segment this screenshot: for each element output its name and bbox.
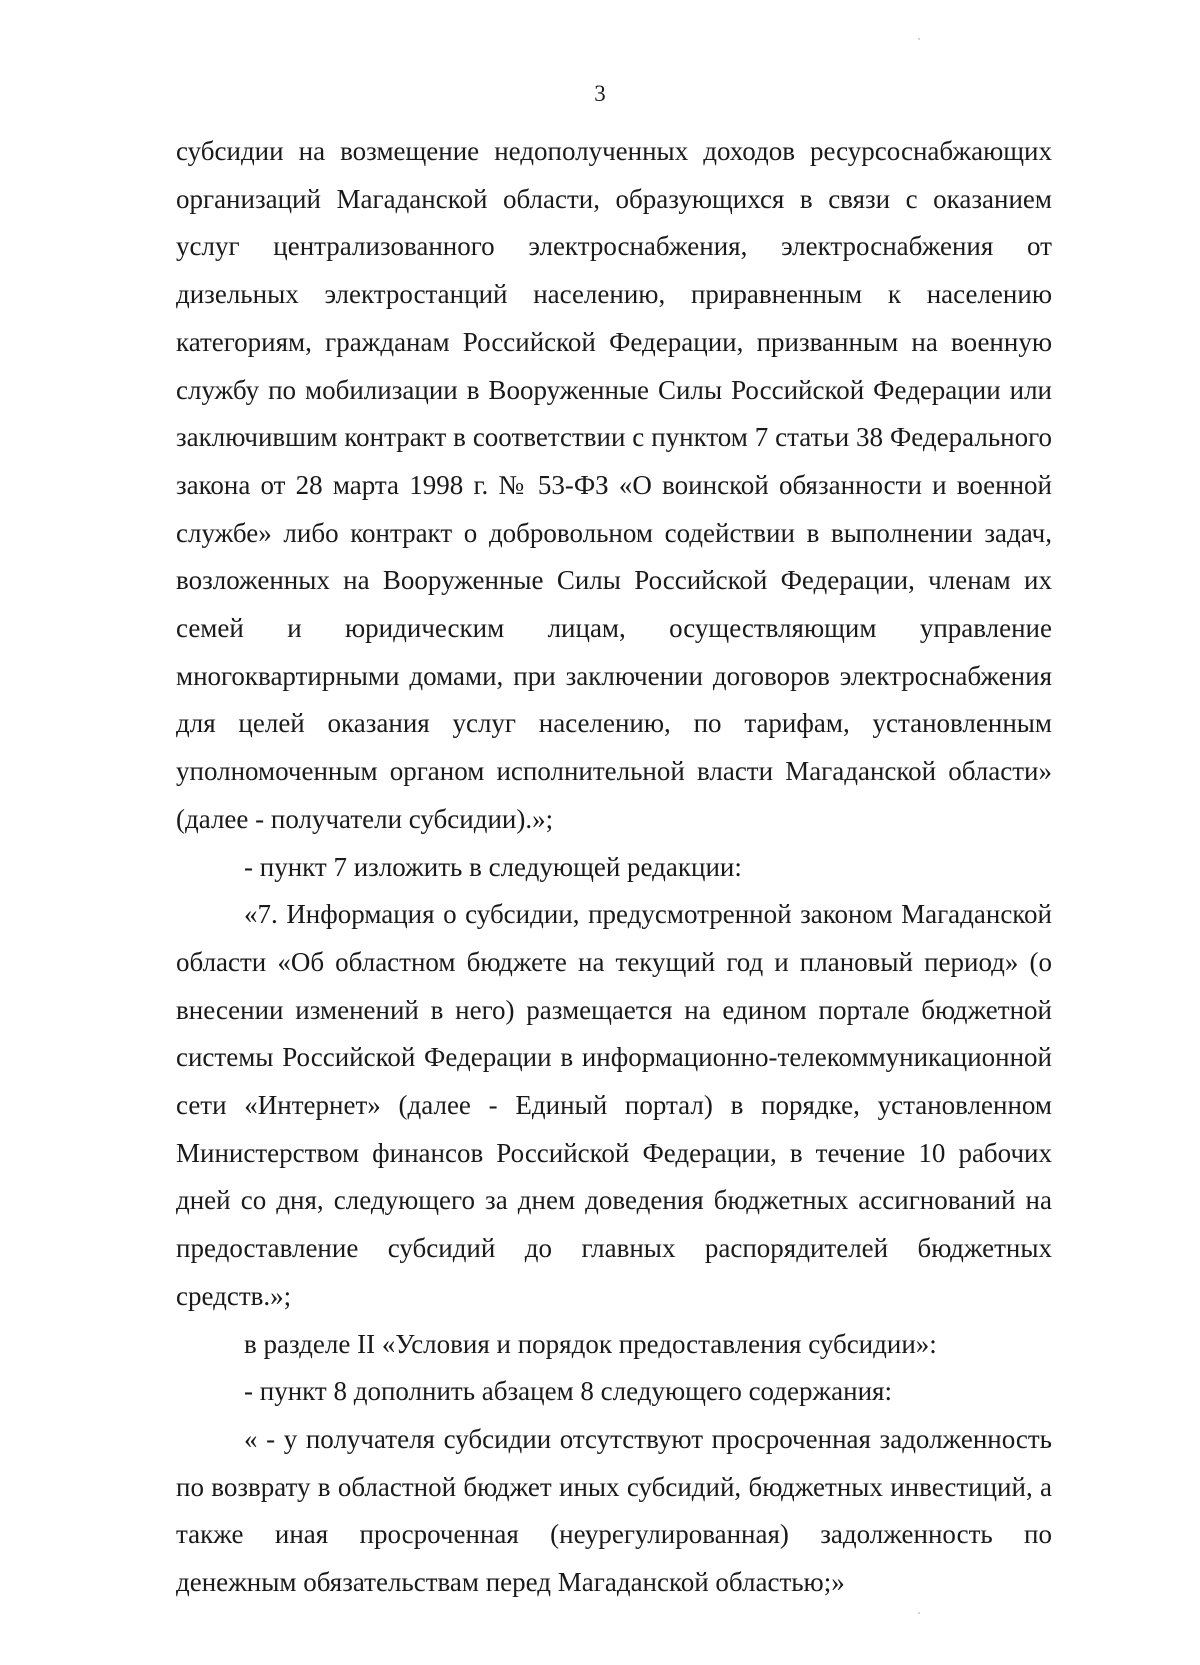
paragraph-item7-heading: - пункт 7 изложить в следующей редакции: [244, 851, 742, 882]
paragraph-item7-text: «7. Информация о субсидии, предусмотренной законом Магаданской области «Об областном бюджете на текущий год и плановый период» (о внесении изменений в него) размещается на едином портале бюджетной системы Российской Федерации в информационно-телекоммуникационной сети «Интернет» (далее - Единый портал) в порядке, установленном Министерством финансов Российской Федерации, в течение 10 рабочих дней со дня, следующего за днем доведения бюджетных ассигнований на предоставление субсидий до главных распорядителей бюджетных средств.»; [176, 899, 1052, 1311]
paragraph-item8-text: « - у получателя субсидии отсутствуют просроченная задолженность по возврату в областной бюджет иных субсидий, бюджетных инвестиций, а также иная просроченная (неурегулированная) задолженность по денежным обязательствам перед Магаданской областью;» [176, 1423, 1052, 1598]
document-body [176, 128, 1052, 1607]
scan-artifact [918, 1612, 920, 1614]
paragraph-section2-heading: в разделе II «Условия и порядок предоставления субсидии»: [244, 1328, 937, 1359]
page-number: 3 [594, 81, 606, 106]
paragraph-item8-heading: - пункт 8 дополнить абзацем 8 следующего содержания: [244, 1376, 892, 1407]
paragraph-recipients-definition: субсидии на возмещение недополученных доходов ресурсоснабжающих организаций Магаданской области, образующихся в связи с оказанием услуг централизованного электроснабжения, электроснабжения от дизельных электростанций населению, приравненным к населению категориям, гражданам Российской Федерации, призванным на военную службу по мобилизации в Вооруженные Силы Российской Федерации или заключившим контракт в соответствии с пунктом 7 статьи 38 Федерального закона от 28 марта 1998 г. № 53-ФЗ «О воинской обязанности и военной службе» либо контракт о добровольном содействии в выполнении задач, возложенных на Вооруженные Силы Российской Федерации, членам их семей и юридическим лицам, осуществляющим управление многоквартирными домами, при заключении договоров электроснабжения для целей оказания услуг населению, по тарифам, установленным уполномоченным органом исполнительной власти Магаданской области» (далее - получатели субсидии).»; [176, 136, 1052, 834]
scan-artifact [918, 38, 920, 40]
